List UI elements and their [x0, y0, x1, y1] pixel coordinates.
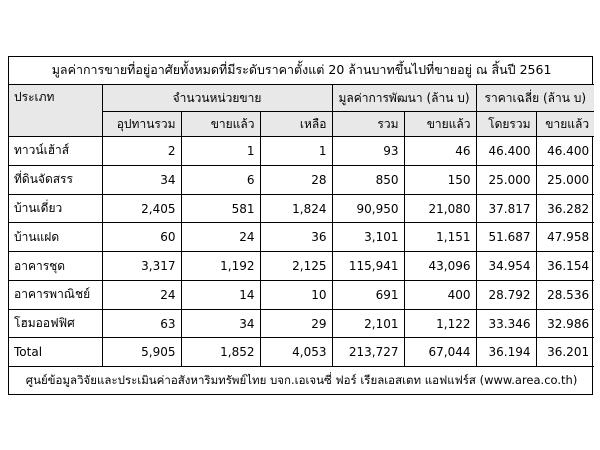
table-cell: 581	[181, 194, 260, 223]
table-cell: 33.346	[476, 309, 536, 338]
table-cell: 60	[102, 223, 181, 252]
table-cell: 2,125	[260, 252, 332, 281]
table-cell: 1	[260, 137, 332, 166]
header-units-group: จำนวนหน่วยขาย	[102, 84, 332, 112]
row-label: บ้านแฝด	[9, 223, 102, 252]
table-cell: 34	[181, 309, 260, 338]
total-label: Total	[9, 338, 102, 367]
table-cell: 24	[181, 223, 260, 252]
table-cell: 6	[181, 165, 260, 194]
table-cell: 46.400	[476, 137, 536, 166]
table-cell: 24	[102, 280, 181, 309]
table-cell: 28.536	[536, 280, 594, 309]
table-cell: 14	[181, 280, 260, 309]
row-label: ที่ดินจัดสรร	[9, 165, 102, 194]
table-cell: 29	[260, 309, 332, 338]
table-cell: 2,101	[332, 309, 404, 338]
report-table-container	[8, 56, 593, 395]
header-avg-overall: โดยรวม	[476, 112, 536, 137]
table-cell: 28	[260, 165, 332, 194]
table-cell: 25.000	[476, 165, 536, 194]
table-row	[9, 194, 594, 223]
table-title: มูลค่าการขายที่อยู่อาศัยทั้งหมดที่มีระดับราคาตั้งแต่ 20 ล้านบาทขึ้นไปที่ขายอยู่ ณ สิ้นปี 2561	[9, 57, 594, 84]
table-cell: 3,101	[332, 223, 404, 252]
header-units-remaining: เหลือ	[260, 112, 332, 137]
row-label: ทาวน์เฮ้าส์	[9, 137, 102, 166]
table-cell: 2,405	[102, 194, 181, 223]
table-cell: 90,950	[332, 194, 404, 223]
table-cell: 25.000	[536, 165, 594, 194]
table-cell: 691	[332, 280, 404, 309]
header-value-group: มูลค่าการพัฒนา (ล้าน บ)	[332, 84, 476, 112]
table-row	[9, 252, 594, 281]
table-cell: 63	[102, 309, 181, 338]
table-cell: 36.154	[536, 252, 594, 281]
table-cell: 32.986	[536, 309, 594, 338]
table-cell: 47.958	[536, 223, 594, 252]
table-row	[9, 165, 594, 194]
table-cell: 36	[260, 223, 332, 252]
table-cell: 1,824	[260, 194, 332, 223]
row-label: โฮมออฟฟิศ	[9, 309, 102, 338]
table-cell: 28.792	[476, 280, 536, 309]
table-cell: 37.817	[476, 194, 536, 223]
table-cell: 34.954	[476, 252, 536, 281]
sales-table	[9, 57, 594, 394]
table-cell: 3,317	[102, 252, 181, 281]
total-cell: 67,044	[404, 338, 476, 367]
table-cell: 46	[404, 137, 476, 166]
table-cell: 2	[102, 137, 181, 166]
table-cell: 1,151	[404, 223, 476, 252]
table-cell: 43,096	[404, 252, 476, 281]
table-cell: 150	[404, 165, 476, 194]
header-units-sold: ขายแล้ว	[181, 112, 260, 137]
table-cell: 10	[260, 280, 332, 309]
header-avg-group: ราคาเฉลี่ย (ล้าน บ)	[476, 84, 594, 112]
table-cell: 51.687	[476, 223, 536, 252]
table-cell: 36.282	[536, 194, 594, 223]
table-cell: 1,192	[181, 252, 260, 281]
total-cell: 213,727	[332, 338, 404, 367]
table-cell: 46.400	[536, 137, 594, 166]
row-label: บ้านเดี่ยว	[9, 194, 102, 223]
table-cell: 1,122	[404, 309, 476, 338]
table-cell: 115,941	[332, 252, 404, 281]
header-value-total: รวม	[332, 112, 404, 137]
table-cell: 1	[181, 137, 260, 166]
table-row	[9, 309, 594, 338]
table-cell: 850	[332, 165, 404, 194]
total-cell: 36.194	[476, 338, 536, 367]
table-cell: 93	[332, 137, 404, 166]
table-row	[9, 280, 594, 309]
header-category: ประเภท	[9, 84, 102, 136]
header-avg-sold: ขายแล้ว	[536, 112, 594, 137]
table-row	[9, 223, 594, 252]
header-total-supply: อุปทานรวม	[102, 112, 181, 137]
table-cell: 21,080	[404, 194, 476, 223]
source-footer: ศูนย์ข้อมูลวิจัยและประเมินค่าอสังหาริมทรัพย์ไทย บจก.เอเจนซี่ ฟอร์ เรียลเอสเตท แอฟแฟร์ส (www.area.co.th)	[9, 367, 594, 394]
row-label: อาคารชุด	[9, 252, 102, 281]
total-cell: 36.201	[536, 338, 594, 367]
total-cell: 5,905	[102, 338, 181, 367]
total-cell: 4,053	[260, 338, 332, 367]
row-label: อาคารพาณิชย์	[9, 280, 102, 309]
header-value-sold: ขายแล้ว	[404, 112, 476, 137]
table-cell: 400	[404, 280, 476, 309]
total-cell: 1,852	[181, 338, 260, 367]
total-row	[9, 338, 594, 367]
table-cell: 34	[102, 165, 181, 194]
table-row	[9, 137, 594, 166]
